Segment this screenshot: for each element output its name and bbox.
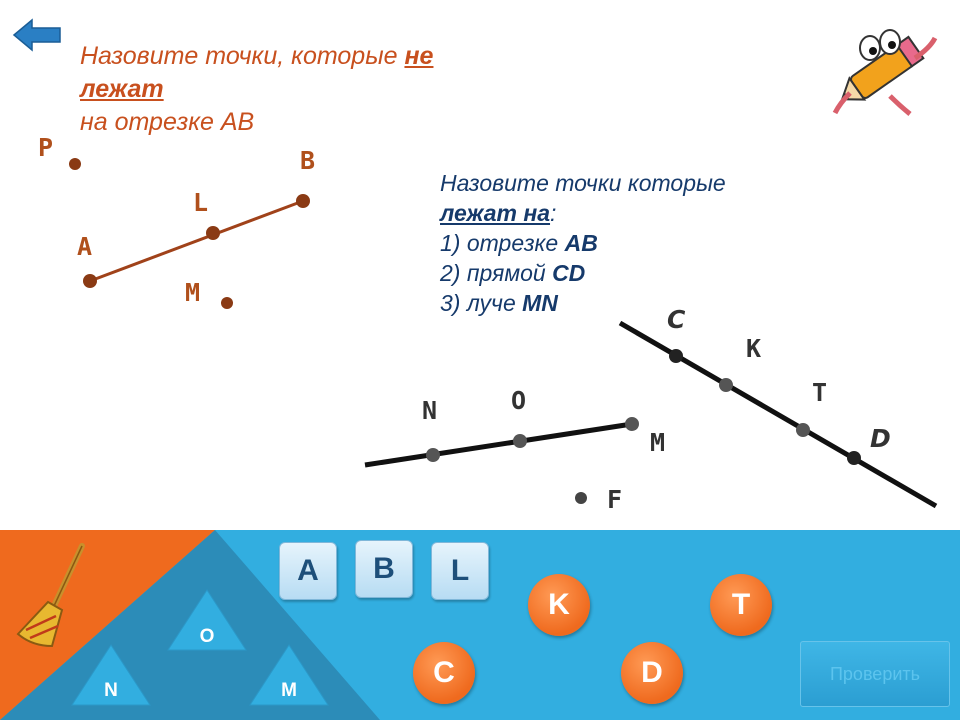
label-l: L	[193, 188, 209, 217]
point-a	[83, 274, 97, 288]
tile-b[interactable]: B	[355, 540, 413, 598]
tile-a[interactable]: A	[279, 542, 337, 600]
point-o	[513, 434, 527, 448]
triangle-n-label: N	[104, 680, 118, 701]
label-f: F	[607, 485, 623, 514]
broom-icon[interactable]	[12, 542, 92, 652]
point-f	[575, 492, 587, 504]
point-m-second	[625, 417, 639, 431]
line-cd	[620, 323, 936, 506]
point-m-first	[221, 297, 233, 309]
point-p	[69, 158, 81, 170]
label-n: N	[422, 396, 438, 425]
label-c: C	[667, 305, 686, 334]
point-n	[426, 448, 440, 462]
point-l	[206, 226, 220, 240]
label-b: B	[300, 146, 316, 175]
circle-k[interactable]: K	[528, 574, 590, 636]
point-t	[796, 423, 810, 437]
label-k: K	[746, 334, 762, 363]
triangle-m-label: M	[281, 680, 297, 701]
point-c	[669, 349, 683, 363]
label-a: A	[77, 232, 93, 261]
task-1-text: Назовите точки, которые не лежат на отрезке АВ	[80, 42, 434, 136]
label-d: D	[870, 424, 891, 453]
label-o: O	[511, 386, 527, 415]
label-m-first: M	[185, 278, 201, 307]
label-m-second: M	[650, 428, 666, 457]
circle-c[interactable]: C	[413, 642, 475, 704]
label-p: P	[38, 133, 54, 162]
tile-l[interactable]: L	[431, 542, 489, 600]
check-button[interactable]: Проверить	[800, 641, 950, 707]
circle-t[interactable]: T	[710, 574, 772, 636]
point-b	[296, 194, 310, 208]
ray-mn	[365, 424, 632, 465]
point-d	[847, 451, 861, 465]
triangle-o-label: O	[199, 626, 215, 647]
point-k	[719, 378, 733, 392]
task-2-text: Назовите точки которые лежат на: 1) отрезке АВ 2) прямой CD 3) луче MN	[440, 170, 726, 316]
circle-d[interactable]: D	[621, 642, 683, 704]
label-t: T	[812, 378, 828, 407]
